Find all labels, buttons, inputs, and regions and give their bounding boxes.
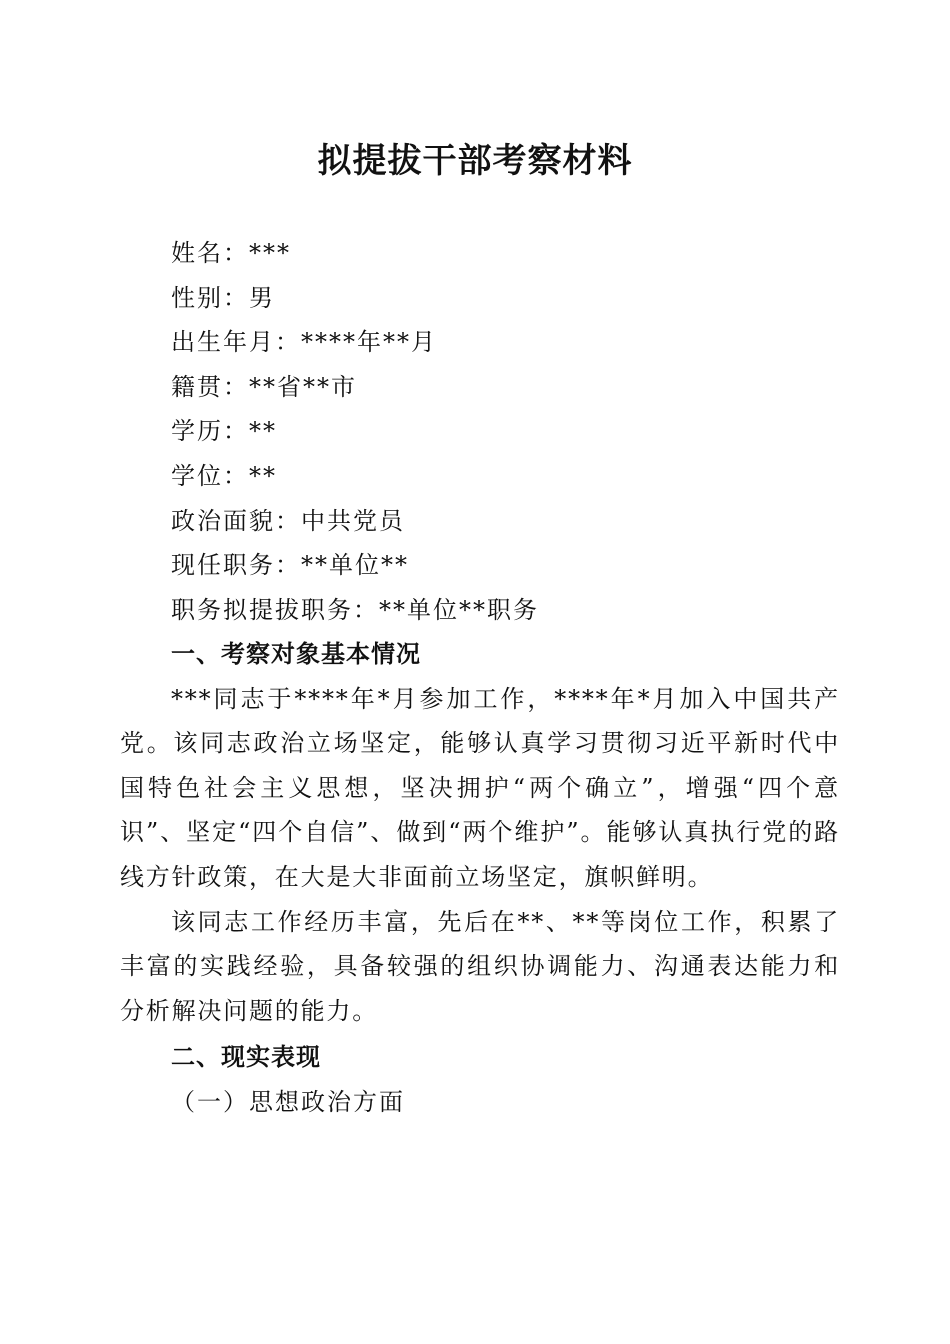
info-degree: 学位：** bbox=[171, 461, 277, 490]
document-title: 拟提拔干部考察材料 bbox=[317, 141, 633, 181]
info-birth-date: 出生年月：****年**月 bbox=[171, 328, 437, 357]
paragraph-political-stance: ***同志于****年*月参加工作，****年*月加入中国共产党。该同志政治立场坚定，能够认真学习贯彻习近平新时代中国特色社会主义思想，坚决拥护“两个确立”，增强“四个意识”、坚定“四个自信”、做到“两个维护”。能够认真执行党的路线方针政策，在大是大非面前立场坚定，旗帜鲜明。 bbox=[120, 684, 840, 891]
info-name: 姓名：*** bbox=[171, 239, 291, 267]
subsection-heading-ideology: （一）思想政治方面 bbox=[171, 1087, 405, 1116]
info-education: 学历：** bbox=[171, 417, 277, 446]
personal-info-list bbox=[171, 231, 871, 632]
info-current-position: 现任职务：**单位** bbox=[171, 551, 409, 580]
paragraph-work-experience: 该同志工作经历丰富，先后在**、**等岗位工作，积累了丰富的实践经验，具备较强的组织协调能力、沟通表达能力和分析解决问题的能力。 bbox=[120, 907, 840, 1025]
info-political-status: 政治面貌：中共党员 bbox=[171, 506, 405, 535]
section-heading-basic-info: 一、考察对象基本情况 bbox=[171, 639, 421, 668]
document-body bbox=[120, 632, 840, 1125]
info-gender: 性别：男 bbox=[171, 283, 275, 312]
info-native-place: 籍贯：**省**市 bbox=[171, 372, 357, 401]
section-heading-performance: 二、现实表现 bbox=[171, 1042, 321, 1072]
info-proposed-position: 职务拟提拔职务：**单位**职务 bbox=[171, 595, 539, 624]
